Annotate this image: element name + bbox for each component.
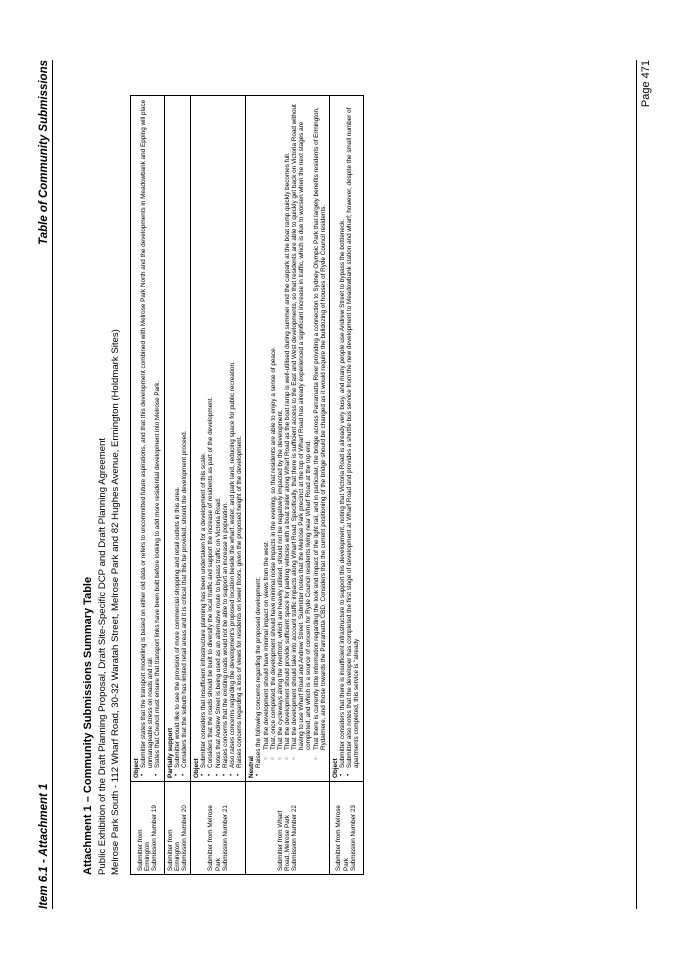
table-row <box>191 96 246 875</box>
position-label: Object <box>331 758 339 778</box>
list-item: • Submitter would like to see the provision of more commercial shopping and retail outlets in this area. <box>174 99 181 768</box>
list-item: • States that Council must ensure that transport links have been built before looking to add more residential development into Melrose Park. <box>154 99 161 768</box>
table-row <box>164 96 190 875</box>
submitter-line: Submitter from Melrose <box>207 805 215 871</box>
comment-cell <box>329 96 363 782</box>
document-subtitle-2: Melrose Park South - 112 Wharf Road, 30-32 Waratah Street, Melrose Park and 82 Hughes Avenue, Ermington (Holdmark Sites) <box>110 329 121 875</box>
table-row <box>329 96 363 875</box>
submitter-cell <box>164 782 190 875</box>
submitter-line: Submitter from <box>136 829 144 871</box>
list-item: • Also raises concerns regarding the development's proposed location beside the wharf, water, and park land, reducing space for public recreation. <box>229 99 236 768</box>
comment-cell <box>246 96 330 782</box>
list-item: • Notes that Andrew Street is being used as an alternative route to bypass traffic on Victoria Road. <box>215 99 222 768</box>
list-item: • Submitter considers that insufficient infrastructure planning has been undertaken for a development of this scale. <box>200 99 207 768</box>
position-label: Object <box>193 758 201 778</box>
page-number: Page 471 <box>640 60 652 108</box>
header-rule <box>52 60 53 909</box>
submitter-line: Road, Melrose Park <box>283 814 291 871</box>
position-label: Neutral <box>248 756 256 778</box>
list-item <box>255 99 327 768</box>
list-item: • Submitter states that the transport modelling is based on either old data or refers to uncommitted future aspirations, and that this development combined with Melrose Park North and the developments in Meadowbank and Epping will place unmanageable stress on roads and rail. <box>140 99 154 768</box>
footer-rule <box>636 60 637 909</box>
list-item: • Considers that the suburb has limited retail areas and it is critical that this be provided, should the development proceed. <box>181 99 188 768</box>
position-label: Object <box>133 758 140 778</box>
sub-list-item: ○ That the development should have minimal impact on views from the west. <box>263 99 270 750</box>
sub-list-item: ○ That the development should take into account traffic impacts along Wharf Road. Specifically, that there is sufficient access to the East and West developments, so that residents are able to quickly get back on Victoria Road without having to use Wharf Road and Andrew Street. Submitter notes that the Melrose Park precinct at the top of Wharf Road has already experienced a significant increase in traffic, which is due to worsen when the next stages are completed, and which is a source of concern for Ryde Council residents living near Wharf Road at the top end. <box>291 99 312 750</box>
submitter-line: Submitter from <box>166 829 174 871</box>
submission-number: Submission Number 20 <box>180 805 188 871</box>
list-item: • Considers that the roads should be built to diversify the local traffic and support the increase of residents as part of the development. <box>207 99 214 768</box>
submission-number: Submission Number 21 <box>221 805 229 871</box>
header-item-label: Item 6.1 - Attachment 1 <box>38 783 50 909</box>
comment-cell <box>131 96 165 782</box>
table-row <box>246 96 330 875</box>
submitter-line: Ermington <box>173 842 181 871</box>
list-item: • Raises concerns regarding a loss of views for residents on lower floors, given the proposed height of the development. <box>236 99 243 768</box>
sub-list-item: ○ That, once completed, the development should have minimal noise impacts in the evening, so that residents are able to enjoy a sense of peace. <box>270 99 277 750</box>
submitter-cell <box>131 782 165 875</box>
submitter-line: Submitter from Melrose <box>335 805 343 871</box>
list-intro: Raises the following concerns regarding the proposed development: <box>255 576 263 768</box>
list-item: • Submitter also notes that the developer has completed the first stage of development at Wharf Road and provides a shuttle bus service from the new development to Meadowbank station and wharf; however, despite the small number of apartments completed, this service is "already <box>346 99 360 768</box>
sub-list-item: ○ That the cycleways along the riverfront, which are heavily utilised, should not be negatively impacted by the development. <box>277 99 284 750</box>
submitter-line: Park <box>214 857 222 871</box>
submitter-line: Submitter from Wharf <box>276 810 284 871</box>
submission-number: Submission Number 23 <box>349 805 357 871</box>
submitter-cell <box>329 782 363 875</box>
sub-list-item: ○ That the development should provide sufficient space for parking vehicles with a boat trailer along Wharf Road as the boat ramp is well-utilised during summer and the carpark at the boat ramp quickly becomes full. <box>284 99 291 750</box>
comment-cell <box>164 96 190 782</box>
document-subtitle-1: Public Exhibition of the Draft Planning Proposal, Draft Site-Specific DCP and Draft Planning Agreement <box>97 437 108 875</box>
submissions-table <box>130 95 364 875</box>
submitter-line: Ermington <box>143 842 151 871</box>
document-title: Attachment 1 – Community Submissions Summary Table <box>82 576 94 875</box>
position-label: Partially support <box>166 727 174 778</box>
submitter-cell <box>246 782 330 875</box>
list-item: • Submitter considers that there is insufficient infrastructure to support this development, noting that Victoria Road is already very busy, and many people use Andrew Street to bypass the bottleneck. <box>339 99 346 768</box>
submission-number: Submission Number 19 <box>150 805 158 871</box>
sub-list-item: ○ That there is currently little information regarding the look and impact of the light rail, and in particular, the bridge across Parramatta River providing a connection to Sydney Olympic Park that largely benefits residents of Ermington, Rydalmere, and those towards the Parramatta CBD. Considers that the current positioning of the bridge should be changed as it would require the bulldozing of houses of Ryde Council residents. <box>313 99 327 750</box>
header-section-title: Table of Community Submissions <box>38 60 50 245</box>
list-item: • Raises concerns that the existing roads would not be able to support an increase in population. <box>222 99 229 768</box>
submitter-cell <box>191 782 246 875</box>
comment-cell <box>191 96 246 782</box>
submitter-line: Park <box>342 857 350 871</box>
submission-number: Submission Number 22 <box>291 805 299 871</box>
table-row <box>131 96 165 875</box>
